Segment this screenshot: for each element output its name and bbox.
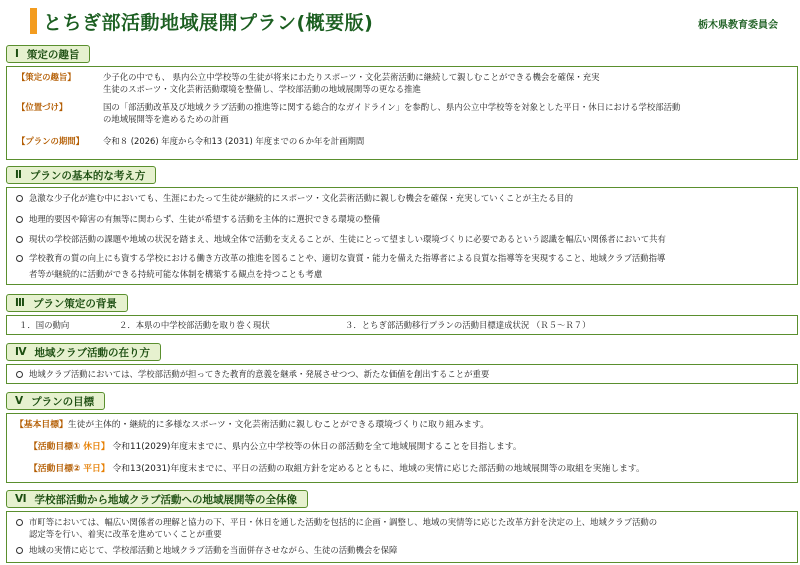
section-6-heading <box>6 490 308 508</box>
goal-2-text: 令和13(2031)年度末までに、平日の活動の取組方針を定めるとともに、地域の実情に応じた部活動の地域展開等の取組を実施します。 <box>112 464 645 474</box>
club-ideal-item: 地域クラブ活動においては、学校部活動が担ってきた教育的意義を継承・発展させつつ、新たな価値を創出することが重要 <box>29 369 490 379</box>
principle-item-2: 地理的要因や障害の有無等に関わらず、生徒が希望する活動を主体的に選択できる環境の整備 <box>29 214 381 224</box>
position-line-1: 国の「部活動改革及び地域クラブ活動の推進等に関する総合的なガイドライン」を参酌し、県内公立中学校等を対象とした平日・休日における学校部活動 <box>103 102 681 112</box>
section-6-title: 学校部活動から地域クラブ活動への地域展開等の全体像 <box>34 493 298 506</box>
title-area <box>30 8 373 34</box>
section-4-box <box>6 364 798 384</box>
bullet-circle-icon <box>16 547 23 554</box>
section-1-heading <box>6 45 90 63</box>
section-4-title: 地域クラブ活動の在り方 <box>34 346 151 359</box>
bullet-circle-icon <box>16 519 23 526</box>
section-3-heading <box>6 294 128 312</box>
section-4-heading <box>6 343 161 361</box>
section-2-number: Ⅱ <box>15 169 22 181</box>
bullet-circle-icon <box>16 371 23 378</box>
goal-2-tag: 平日】 <box>83 464 110 474</box>
overview-item-1-line-1: 市町等においては、幅広い関係者の理解と協力の下、平日・休日を通した活動を包括的に企画・調整し、地域の実情等に応じた改革方針を決定の上、地域クラブ活動の <box>29 517 658 527</box>
principle-item-1: 急激な少子化が進む中においても、生涯にわたって生徒が継続的にスポーツ・文化芸術活動に親しむ機会を確保・充実していくことが主たる目的 <box>29 193 574 203</box>
section-1-title: 策定の趣旨 <box>26 48 80 61</box>
bullet-circle-icon <box>16 255 23 262</box>
principle-item-4: 学校教育の質の向上にも資する学校における働き方改革の推進を図ることや、適切な資質・能力を備えた指導者による良質な指導等を実現すること、地域クラブ活動指導 <box>29 253 666 263</box>
position-label: 【位置づけ】 <box>17 102 68 112</box>
purpose-label: 【策定の趣旨】 <box>17 72 76 82</box>
bullet-circle-icon <box>16 195 23 202</box>
principle-item-4-line-2: 者等が継続的に活動ができる持続可能な体制を構築する観点を持つことも考慮 <box>29 269 323 279</box>
overview-item-2: 地域の実情に応じて、学校部活動と地域クラブ活動を当面併存させながら、生徒の活動機会を保障 <box>29 545 398 555</box>
section-2-box <box>6 187 798 285</box>
background-item-2: ２．本県の中学校部活動を取り巻く現状 <box>119 320 270 330</box>
section-5-number: Ⅴ <box>15 395 24 407</box>
goal-1-text: 令和11(2029)年度末までに、県内公立中学校等の休日の部活動を全て地域展開することを目指します。 <box>112 442 522 452</box>
background-item-3: ３．とちぎ部活動移行プランの活動目標達成状況 （Ｒ５～Ｒ７） <box>345 320 591 330</box>
goal-2-label: 【活動目標② <box>29 464 81 474</box>
goal-1-label: 【活動目標① <box>29 442 81 452</box>
section-6-box <box>6 511 798 563</box>
section-3-box <box>6 315 798 335</box>
organization-name: 栃木県教育委員会 <box>698 20 778 31</box>
period-label: 【プランの期間】 <box>17 136 84 146</box>
goal-1-tag: 休日】 <box>83 442 110 452</box>
section-1-number: Ⅰ <box>15 48 19 60</box>
section-1-box <box>6 66 798 160</box>
title-accent-bar <box>30 8 37 34</box>
section-3-title: プラン策定の背景 <box>32 297 117 310</box>
section-5-title: プランの目標 <box>31 395 95 408</box>
purpose-line-2: 生徒のスポーツ・文化芸術活動環境を整備し、学校部活動の地域展開等の更なる推進 <box>103 84 421 94</box>
section-2-heading <box>6 166 156 184</box>
section-4-number: Ⅳ <box>15 346 27 358</box>
activity-goal-2 <box>29 463 797 475</box>
bullet-circle-icon <box>16 236 23 243</box>
period-text: 令和８ (2026) 年度から令和13 (2031) 年度までの６か年を計画期間 <box>103 136 365 146</box>
purpose-line-1: 少子化の中でも、 県内公立中学校等の生徒が将来にわたりスポーツ・文化芸術活動に継続して親しむことができる機会を確保・充実 <box>103 72 600 82</box>
position-line-2: の地域展開等を進めるための計画 <box>103 114 229 124</box>
principle-item-3: 現状の学校部活動の課題や地域の状況を踏まえ、地域全体で活動を支えることが、生徒にとって望ましい環境づくりに必要であるという認識を幅広い関係者において共有 <box>29 234 666 244</box>
activity-goal-1 <box>29 441 793 453</box>
section-5-heading <box>6 392 105 410</box>
bullet-circle-icon <box>16 216 23 223</box>
background-item-1: １．国の動向 <box>19 320 70 330</box>
basic-goal <box>15 419 793 431</box>
basic-goal-label: 【基本目標】 <box>15 420 68 430</box>
page-title: とちぎ部活動地域展開プラン(概要版) <box>43 11 374 34</box>
basic-goal-text: 生徒が主体的・継続的に多様なスポーツ・文化芸術活動に親しむことができる環境づくりに取り組みます。 <box>67 420 489 430</box>
section-5-box <box>6 413 798 483</box>
section-2-title: プランの基本的な考え方 <box>29 169 146 182</box>
overview-item-1-line-2: 認定等を行い、着実に改革を進めていくことが重要 <box>29 529 222 539</box>
section-6-number: Ⅵ <box>15 493 27 505</box>
section-3-number: Ⅲ <box>15 297 25 309</box>
